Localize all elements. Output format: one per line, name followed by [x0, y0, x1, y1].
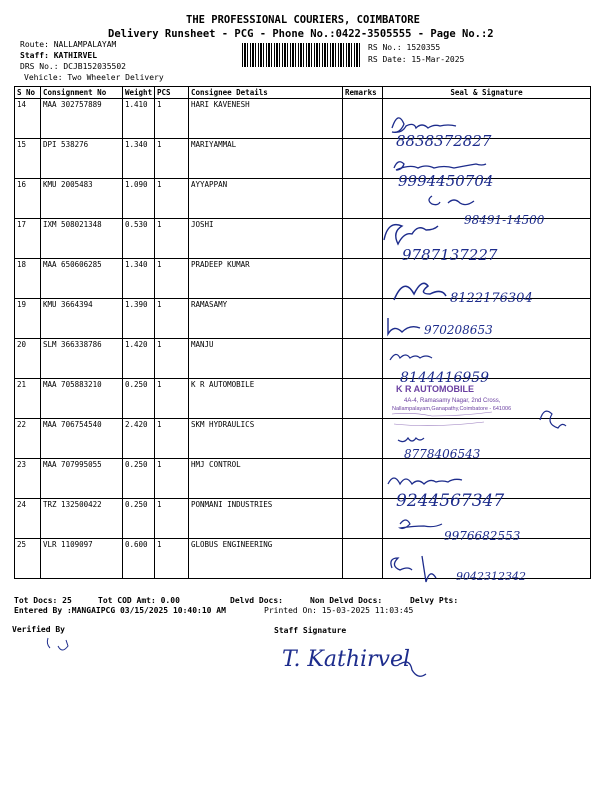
pcs: 1 — [155, 259, 189, 299]
total-docs: Tot Docs: 25 — [14, 596, 72, 605]
stamp-address-2: Nallampalayam,Ganapathy,Coimbatore - 641006 — [392, 406, 512, 412]
col-weight: Weight — [123, 87, 155, 99]
consignee: MARIYAMMAL — [189, 139, 343, 179]
staff: Staff: KATHIRVEL — [20, 51, 98, 60]
pcs: 1 — [155, 419, 189, 459]
weight: 1.340 — [123, 139, 155, 179]
consignee: K R AUTOMOBILE — [189, 379, 343, 419]
table-row — [15, 139, 591, 179]
sno: 23 — [15, 459, 41, 499]
table-row — [15, 379, 591, 419]
weight: 0.600 — [123, 539, 155, 579]
company-name: THE PROFESSIONAL COURIERS, COIMBATORE — [186, 14, 420, 26]
consignee: AYYAPPAN — [189, 179, 343, 219]
remarks — [343, 539, 383, 579]
consignment-no: VLR 1109097 — [41, 539, 123, 579]
staff-signature-label: Staff Signature — [274, 626, 347, 635]
sig-text-23: 9244567347 — [396, 491, 505, 511]
consignment-no: TRZ 132500422 — [41, 499, 123, 539]
signature-cell — [383, 179, 591, 219]
staff-signature-text: T. Kathirvel — [282, 647, 411, 672]
pcs: 1 — [155, 179, 189, 219]
remarks — [343, 419, 383, 459]
pcs: 1 — [155, 379, 189, 419]
total-cod: Tot COD Amt: 0.00 — [98, 596, 180, 605]
table-row — [15, 419, 591, 459]
table-row — [15, 299, 591, 339]
drs-number: DRS No.: DCJB152035502 — [20, 62, 126, 71]
pcs: 1 — [155, 99, 189, 139]
pcs: 1 — [155, 499, 189, 539]
sig-text-25: 9042312342 — [456, 570, 526, 583]
weight: 2.420 — [123, 419, 155, 459]
sno: 15 — [15, 139, 41, 179]
table-row — [15, 179, 591, 219]
delivery-points: Delvy Pts: — [410, 596, 459, 605]
signature-cell — [383, 259, 591, 299]
weight: 1.390 — [123, 299, 155, 339]
signature-cell — [383, 219, 591, 259]
sig-text-22: 8778406543 — [404, 447, 481, 461]
printed-on: Printed On: 15-03-2025 11:03:45 — [264, 606, 414, 615]
signature-cell — [383, 139, 591, 179]
sig-text-20: 8144416959 — [400, 370, 490, 386]
signature-cell — [383, 99, 591, 139]
remarks — [343, 219, 383, 259]
sig-text-24: 9976682553 — [444, 529, 521, 543]
entered-by: Entered By :MANGAIPCG 03/15/2025 10:40:10 AM — [14, 606, 226, 615]
vehicle: Vehicle: Two Wheeler Delivery — [24, 73, 164, 82]
verified-by-label: Verified By — [12, 625, 65, 634]
consignee: PRADEEP KUMAR — [189, 259, 343, 299]
pcs: 1 — [155, 219, 189, 259]
route: Route: NALLAMPALAYAM — [20, 40, 117, 49]
remarks — [343, 99, 383, 139]
table-row — [15, 499, 591, 539]
remarks — [343, 259, 383, 299]
weight: 1.090 — [123, 179, 155, 219]
remarks — [343, 299, 383, 339]
consignment-no: MAA 650606285 — [41, 259, 123, 299]
sno: 16 — [15, 179, 41, 219]
remarks — [343, 499, 383, 539]
consignment-no: MAA 707995055 — [41, 459, 123, 499]
sig-text-17: 9787137227 — [402, 246, 498, 264]
sig-text-16: 98491-14500 — [464, 213, 545, 227]
col-consignee: Consignee Details — [189, 87, 343, 99]
non-delivered-docs: Non Delvd Docs: — [310, 596, 383, 605]
consignee: MANJU — [189, 339, 343, 379]
sno: 17 — [15, 219, 41, 259]
consignment-no: SLM 366338786 — [41, 339, 123, 379]
sno: 20 — [15, 339, 41, 379]
consignee: JOSHI — [189, 219, 343, 259]
sig-text-14: 8838372827 — [396, 132, 492, 150]
col-pcs: PCS — [155, 87, 189, 99]
consignment-no: IXM 508021348 — [41, 219, 123, 259]
consignee: PONMANI INDUSTRIES — [189, 499, 343, 539]
table-row — [15, 259, 591, 299]
sno: 19 — [15, 299, 41, 339]
sno: 25 — [15, 539, 41, 579]
col-sno: S No — [15, 87, 41, 99]
pcs: 1 — [155, 299, 189, 339]
consignee: HARI KAVENESH — [189, 99, 343, 139]
remarks — [343, 139, 383, 179]
col-consignment: Consignment No — [41, 87, 123, 99]
col-remarks: Remarks — [343, 87, 383, 99]
signature-cell — [383, 339, 591, 379]
consignee: HMJ CONTROL — [189, 459, 343, 499]
weight: 0.530 — [123, 219, 155, 259]
remarks — [343, 179, 383, 219]
consignment-no: KMU 3664394 — [41, 299, 123, 339]
sno: 18 — [15, 259, 41, 299]
signature-cell — [383, 419, 591, 459]
sig-text-19: 970208653 — [424, 323, 493, 337]
pcs: 1 — [155, 139, 189, 179]
weight: 0.250 — [123, 379, 155, 419]
stamp-address-1: 4A-4, Ramasamy Nagar, 2nd Cross, — [404, 398, 501, 404]
rs-date: RS Date: 15-Mar-2025 — [368, 55, 465, 64]
delivered-docs: Delvd Docs: — [230, 596, 283, 605]
sno: 24 — [15, 499, 41, 539]
consignment-no: KMU 2005483 — [41, 179, 123, 219]
remarks — [343, 339, 383, 379]
table-row — [15, 459, 591, 499]
table-row — [15, 539, 591, 579]
sno: 21 — [15, 379, 41, 419]
remarks — [343, 379, 383, 419]
consignee: GLOBUS ENGINEERING — [189, 539, 343, 579]
pcs: 1 — [155, 539, 189, 579]
sig-text-18: 8122176304 — [450, 291, 533, 306]
rs-number: RS No.: 1520355 — [368, 43, 441, 52]
verified-signature — [47, 638, 68, 650]
consignment-no: MAA 705883210 — [41, 379, 123, 419]
signature-cell — [383, 539, 591, 579]
stamp-name: K R AUTOMOBILE — [396, 384, 474, 394]
pcs: 1 — [155, 459, 189, 499]
col-signature: Seal & Signature — [383, 87, 591, 99]
weight: 1.410 — [123, 99, 155, 139]
barcode — [242, 43, 362, 67]
weight: 1.420 — [123, 339, 155, 379]
signature-cell — [383, 379, 591, 419]
sno: 22 — [15, 419, 41, 459]
weight: 1.340 — [123, 259, 155, 299]
sig-text-15: 9994450704 — [398, 172, 494, 190]
table-row — [15, 219, 591, 259]
pcs: 1 — [155, 339, 189, 379]
consignment-no: MAA 706754540 — [41, 419, 123, 459]
sno: 14 — [15, 99, 41, 139]
signature-cell — [383, 499, 591, 539]
runsheet-table — [14, 86, 591, 579]
consignee: SKM HYDRAULICS — [189, 419, 343, 459]
consignment-no: DPI 538276 — [41, 139, 123, 179]
consignment-no: MAA 302757889 — [41, 99, 123, 139]
table-row — [15, 339, 591, 379]
signature-cell — [383, 459, 591, 499]
remarks — [343, 459, 383, 499]
runsheet-subtitle: Delivery Runsheet - PCG - Phone No.:0422-3505555 - Page No.:2 — [108, 28, 494, 40]
weight: 0.250 — [123, 459, 155, 499]
table-header-row — [15, 87, 591, 99]
table-row — [15, 99, 591, 139]
consignee: RAMASAMY — [189, 299, 343, 339]
signature-cell — [383, 299, 591, 339]
weight: 0.250 — [123, 499, 155, 539]
